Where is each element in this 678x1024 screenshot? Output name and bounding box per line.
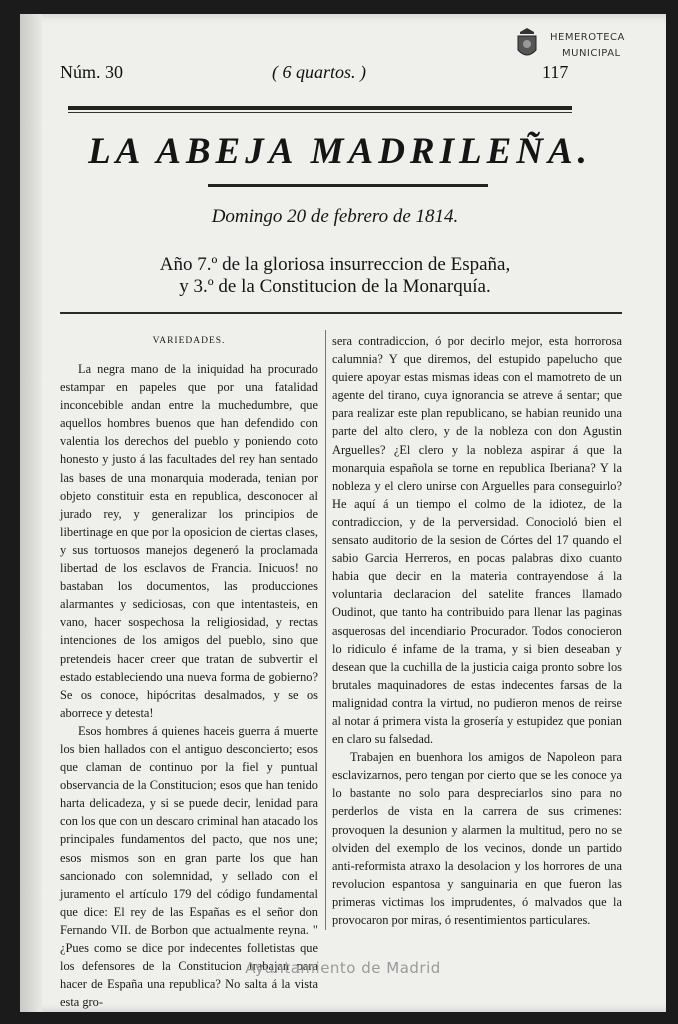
library-stamp (512, 22, 642, 72)
issue-number: Núm. 30 (60, 62, 123, 82)
masthead-separator (60, 312, 622, 314)
issue-price: ( 6 quartos. ) (272, 62, 366, 82)
issue-date: Domingo 20 de febrero de 1814. (211, 206, 459, 227)
year-line-2: y 3.º de la Constitucion de la Monarquía. (179, 276, 491, 297)
left-column (60, 332, 318, 1011)
paragraph: Trabajen en buenhora los amigos de Napoleon para esclavizarnos, pero tengan por cierto que se les conoce ya lo bastante no solo para despreciarlos sino para no perderlos de vista en la carrera de sus crimenes: provoquen la desunion y alarmen la multitud, pero no se olviden del exemplo de los vecinos, donde un partido anti-reformista atraxo la desolacion y los horrores de una revolucion espantosa y sanguinaria en que fueron las primeras victimas los imprudentes, ó malvados que la provocaron por miras, ó resentimientos particulares. (332, 750, 622, 927)
column-divider (325, 330, 326, 930)
watermark: Ayuntamiento de Madrid (245, 959, 441, 977)
coat-of-arms-icon (514, 26, 540, 62)
section-heading: VARIEDADES. (152, 336, 226, 346)
paragraph: sera contradiccion, ó por decirlo mejor, esta horrorosa calumnia? Y que diremos, del estupido papelucho que quiere apoyar estas mismas ideas con el mamotreto de un agente del tirano, cuya ignorancia se atreve á sentar; que para realizar este plan republicano, se habian reunido una parte del alto clero, y de la nobleza con don Agustin Arguelles? ¿El clero y la nobleza aspirar á que la monarquia española se torne en republica Iberiana? Y la nobleza y el clero unirse con Arguelles para conseguirlo? He aquí á un tiempo el colmo de la idiotez, de la contradiccion, y de la perversidad. Conocioló bien el sensato auditorio de la sesion de Córtes del 17 quando el sabio Garcia Herreros, en pocas palabras dixo cuanto habia que decir en la materia contrayendose á la voluntaria declaracion del satelite frances llamado Oudinot, que tanto ha contribuido para llenar las paginas asquerosas del incendiario Procurador. Todos conocieron lo ridiculo é infame de la trama, y si bien deseaban y desean que la cuchilla de la justicia caiga pronto sobre los brutales maquinadores de estas indecentes farsas de la malignidad contra la virtud, no pudieron menos de reirse al notar á primera vista la grosería y estupidez que ponian en claro su falsedad. (332, 334, 622, 747)
paragraph: Esos hombres á quienes haceis guerra á muerte los bien hallados con el antiguo desconcierto; esos que claman de continuo por la fiel y puntual observancia de la Constitucion; esos que han tenido harta delicadeza, y si se puede decir, lenidad para con los que con un descaro criminal han atacado los principales fundamentos del pacto, que nos une; esos mismos son en gran parte los que han sancionado con solemnidad, y sellado con el juramento el artículo 179 del código fundamental que dice: El rey de las Españas es el señor don Fernando VII. de Borbon que actualmente reyna. " ¿Pues como se dice por indecentes folletistas que los defensores de la Constitucion trabajan para hacer de España una republica? No salta á la vista esta gro- (60, 723, 318, 1010)
page-binding-shadow (20, 14, 42, 1012)
title-rule (208, 184, 488, 187)
right-column (332, 332, 622, 929)
newspaper-title: LA ABEJA MADRILEÑA. (88, 131, 592, 172)
header-rule-thin (68, 112, 572, 113)
year-line-1: Año 7.º de la gloriosa insurreccion de España, (159, 254, 511, 275)
stamp-line-2: MUNICIPAL (562, 48, 621, 59)
paragraph: La negra mano de la iniquidad ha procurado estampar en papeles que por una fatalidad inconcebible andan entre la muchedumbre, que aquellos hombres buenos que han defendido con valentia los derechos del pueblo y poniendo coto honesto y justo á las facultades del rey han sentado las bases de una monarquia moderada, tenian por objeto constituir esta en republica, desconocer al jurado rey, y generalizar los principios de libertinage en que por la oposicion de ciertas clases, y sus tortuosos manejos degeneró la proclamada libertad de los esclavos de Francia. Inicuos! no bastaban los documentos, las producciones alarmantes y sediciosas, con que intentasteis, en vano, hacer sospechosa la religiosidad, y rectas intenciones de los amigos del pueblo, sino que pretendeis hacer creer que tratan de subvertir el estado estableciendo una nueva forma de gobierno? Se os conoce, hipócritas desalmados, y se os aborrece y detesta! (60, 362, 318, 720)
stamp-line-1: HEMEROTECA (550, 32, 625, 43)
header-rule-thick (68, 106, 572, 110)
page-number: 117 (542, 62, 569, 82)
newspaper-page (20, 14, 666, 1012)
